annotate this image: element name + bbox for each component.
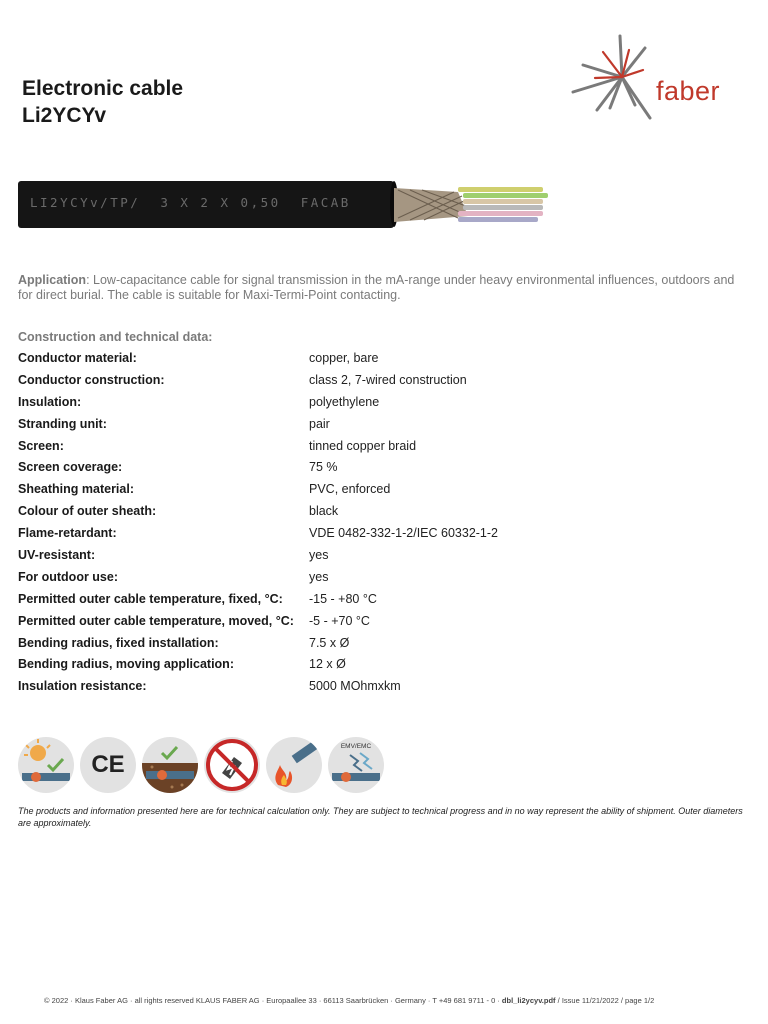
- ce-mark-icon: [80, 737, 136, 793]
- spec-value: -15 - +80 °C: [309, 591, 377, 606]
- spec-row: [18, 347, 738, 369]
- document-title: [22, 75, 183, 129]
- spec-value: tinned copper braid: [309, 438, 417, 453]
- direct-burial-icon: [142, 737, 198, 793]
- spec-row: [18, 500, 738, 522]
- cable-print-text: LI2YCYv/TP/ 3 X 2 X 0,50 FACAB: [30, 195, 351, 210]
- spec-key: Insulation resistance:: [18, 679, 147, 694]
- spec-row: [18, 610, 738, 632]
- spec-row: [18, 456, 738, 478]
- spec-key: Flame-retardant:: [18, 526, 117, 541]
- application-text: : Low-capacitance cable for signal transmission in the mA-range under heavy environmental influences, outdoors and for direct burial. The cable is suitable for Maxi-Termi-Point contacting.: [18, 273, 735, 302]
- spec-key: Conductor construction:: [18, 372, 165, 387]
- spec-value: 5000 MOhmxkm: [309, 679, 401, 694]
- spec-row: [18, 632, 738, 654]
- footer-text: © 2022 · Klaus Faber AG · all rights reserved KLAUS FABER AG · Europaallee 33 · 66113 Saarbrücken · Germany · T +49 681 9711 - 0 ·: [44, 996, 502, 1005]
- spec-row: [18, 588, 738, 610]
- uv-resistant-icon: [18, 737, 74, 793]
- spec-row: [18, 522, 738, 544]
- spec-key: Permitted outer cable temperature, fixed, °C:: [18, 591, 283, 606]
- spec-value: black: [309, 504, 339, 519]
- spec-value: 75 %: [309, 460, 338, 475]
- spec-row: [18, 369, 738, 391]
- spec-value: pair: [309, 416, 330, 431]
- spec-value: -5 - +70 °C: [309, 613, 370, 628]
- spec-row: [18, 544, 738, 566]
- spec-value: 12 x Ø: [309, 657, 346, 672]
- construction-heading: Construction and technical data:: [18, 330, 213, 344]
- spec-value: VDE 0482-332-1-2/IEC 60332-1-2: [309, 526, 499, 541]
- footer-issue: / Issue 11/21/2022 / page 1/2: [555, 996, 655, 1005]
- spec-value: class 2, 7-wired construction: [309, 372, 467, 387]
- spec-row: [18, 566, 738, 588]
- spec-key: Bending radius, moving application:: [18, 657, 234, 672]
- disclaimer-text: The products and information presented here are for technical calculation only. They are subject to technical progress and in no way represent the ability of shipment. Outer diameters are approximately.: [18, 806, 743, 828]
- property-icons-row: [18, 737, 384, 793]
- spec-table: [18, 347, 738, 697]
- spec-row: [18, 653, 738, 675]
- title-line-2: Li2YCYv: [22, 104, 107, 127]
- spec-key: Permitted outer cable temperature, moved, °C:: [18, 613, 294, 628]
- spec-key: UV-resistant:: [18, 547, 96, 562]
- spec-value: 7.5 x Ø: [309, 635, 350, 650]
- spec-key: Colour of outer sheath:: [18, 504, 157, 519]
- spec-row: [18, 413, 738, 435]
- spec-value: copper, bare: [309, 350, 379, 365]
- spec-key: Conductor material:: [18, 350, 137, 365]
- spec-row: [18, 435, 738, 457]
- spec-key: Screen coverage:: [18, 460, 123, 475]
- spec-value: yes: [309, 547, 329, 562]
- spec-key: Bending radius, fixed installation:: [18, 635, 219, 650]
- spec-value: polyethylene: [309, 394, 380, 409]
- spec-row: [18, 391, 738, 413]
- emv-text: EMV/EMC: [340, 743, 372, 750]
- spec-key: Sheathing material:: [18, 482, 134, 497]
- halogen-free-no-icon: [204, 737, 260, 793]
- footer-filename: dbl_li2ycyv.pdf: [501, 996, 556, 1005]
- spec-key: Stranding unit:: [18, 416, 107, 431]
- logo-text: faber: [656, 76, 721, 106]
- spec-key: Insulation:: [18, 394, 82, 409]
- footer: [44, 996, 654, 1005]
- emv-emc-icon: [328, 737, 384, 793]
- spec-row: [18, 675, 738, 697]
- spec-value: yes: [309, 569, 329, 584]
- spec-value: PVC, enforced: [309, 482, 391, 497]
- spec-key: Screen:: [18, 438, 64, 453]
- ce-text: CE: [91, 751, 125, 778]
- spec-key: For outdoor use:: [18, 569, 118, 584]
- application-label: Application: [18, 273, 87, 287]
- title-line-1: Electronic cable: [22, 77, 184, 100]
- spec-row: [18, 478, 738, 500]
- application-paragraph: [18, 273, 748, 303]
- flame-retardant-icon: [266, 737, 322, 793]
